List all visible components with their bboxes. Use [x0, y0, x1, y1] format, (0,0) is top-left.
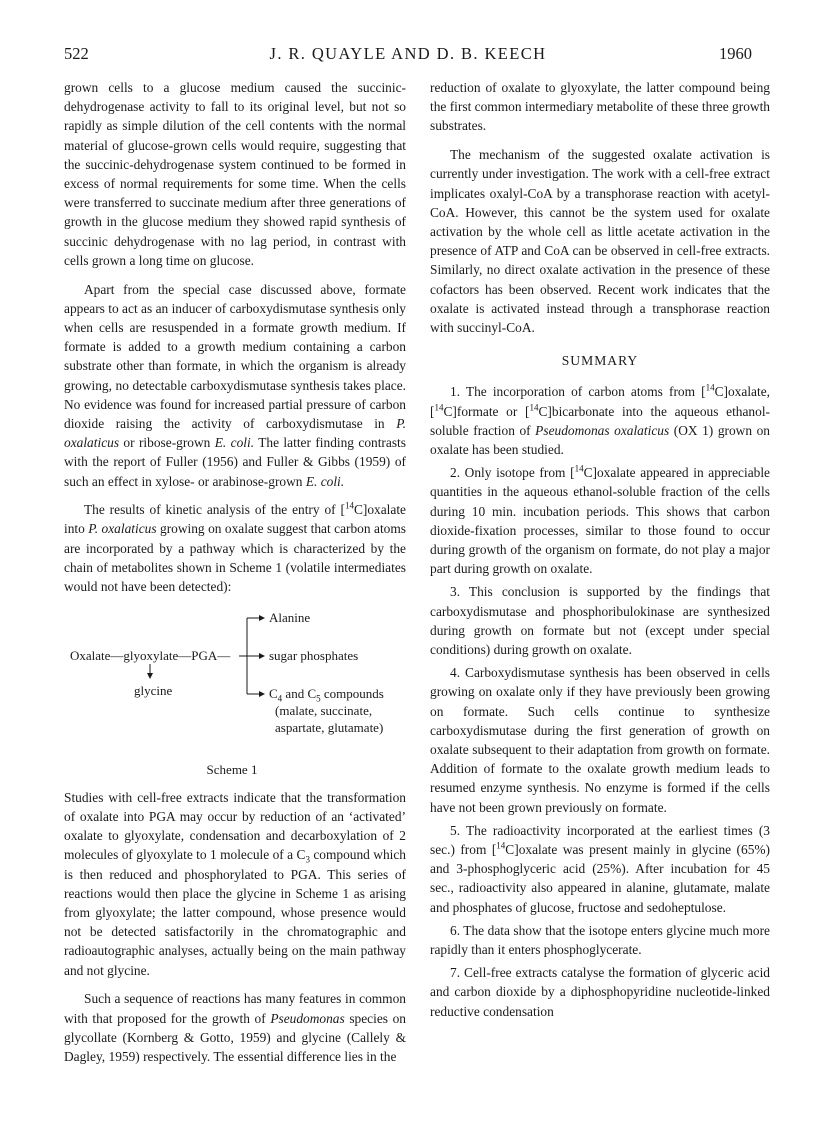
scheme-alanine: Alanine	[269, 609, 311, 625]
scheme-glycine: glycine	[134, 682, 173, 698]
paragraph: reduction of oxalate to glyoxylate, the latter compound being the first common intermediary metabolite of these three growth substrates.	[430, 80, 770, 134]
scheme-c4-detail-2: aspartate, glutamate)	[275, 719, 384, 735]
summary-item: 7. Cell-free extracts catalyse the formation of glyceric acid and carbon dioxide by a diphosphopyridine nucleotide-linked reductive condensation	[430, 965, 770, 1019]
running-header	[64, 44, 752, 66]
paragraph: Apart from the special case discussed above, formate appears to act as an inducer of carboxydismutase synthesis only when cells are resuspended in a formate growth medium. If formate is added to a growth medium containing a carbon substrate other than formate, in which the organism is already growing, no detectable carboxydismutase synthesis takes place. No evidence was found for increased partial pressure of carbon dioxide raising the activity of carboxydismutase in P. oxalaticus or ribose-grown E. coli. The latter finding contrasts with the report of Fuller (1956) and Fuller & Gibbs (1959) of such an effect in xylose- or arabinose-grown E. coli.	[64, 281, 406, 489]
paragraph: grown cells to a glucose medium caused the succinic-dehydrogenase activity to fall to its original level, but not so rapidly as simple dilution of the cell contents with the normal material of glucose-grown cells would require, suggesting that the succinic-dehydrogenase system continued to be formed in excess of normal requirements for some time. When the cells were transferred to succinate medium after three generations of growth in the glucose medium they showed rapid synthesis of succinic dehydrogenase with no lag period, in contrast with cells grown a long time on glucose.	[64, 80, 406, 268]
page-number: 522	[64, 44, 89, 63]
year: 1960	[719, 44, 752, 63]
running-title: J. R. QUAYLE AND D. B. KEECH	[269, 44, 547, 63]
scheme-c4-c5: $C_4$ and $C_5$ compounds	[269, 685, 384, 704]
paragraph: Such a sequence of reactions has many features in common with that proposed for the growth of Pseudomonas species on glycollate (Kornberg & Gotto, 1959) and glycine (Callely & Dagley, 1959) respectively. The essential difference lies in the	[64, 991, 406, 1064]
summary-heading: SUMMARY	[561, 353, 639, 369]
paragraph: Studies with cell-free extracts indicate that the transformation of oxalate into PGA may occur by reduction of an ‘activated’ oxalate to glyoxylate, condensation and decarboxylation of 2 molecules of glyoxylate to 1 molecule of a $C_3$ compound which is then reduced and phosphorylated to PGA. This series of reactions would then place the glycine in Scheme 1 as arising from glyoxylate; the latter compound, whose presence would not be detected satisfactorily in the chromatographic and radioautographic analyses, actually being on the main pathway and not glycine.	[64, 789, 407, 978]
left-column	[64, 78, 406, 1076]
summary-item: 1. The incorporation of carbon atoms from [$^{14}$C]oxalate, [$^{14}$C]formate or [$^{14}$C]bicarbonate into the aqueous ethanol-soluble fraction of Pseudomonas oxalaticus (OX 1) grown on oxalate has been studied.	[430, 382, 770, 457]
scheme-sugar-phosphates: sugar phosphates	[269, 647, 359, 663]
scheme-main-chain: Oxalate—glyoxylate—PGA—	[70, 647, 231, 663]
right-column	[430, 78, 770, 1025]
scheme-c4-detail-1: (malate, succinate,	[275, 702, 373, 718]
scheme-caption: Scheme 1	[206, 761, 258, 777]
summary-item: 3. This conclusion is supported by the findings that carboxydismutase and phosphoribulokinase are synthesized during growth on formate but not (except under special conditions) during growth on oxalate.	[430, 584, 770, 657]
scheme-1-diagram	[58, 606, 406, 780]
paragraph: The results of kinetic analysis of the entry of [$^{14}$C]oxalate into P. oxalaticus growing on oxalate suggest that carbon atoms are incorporated by a pathway which is characterized by the chain of metabolites shown in Scheme 1 (volatile intermediates would not have been detected):	[64, 500, 406, 595]
summary-item: 6. The data show that the isotope enters glycine much more rapidly than it enters phosphoglycerate.	[430, 922, 770, 958]
summary-item: 2. Only isotope from [$^{14}$C]oxalate appeared in appreciable quantities in the aqueous ethanol-soluble fraction of the cells during 10 min. incubation periods. This shows that carbon dioxide-fixation processes, similar to those found to occur during growth of the organism on formate, do not play a major part during growth on oxalate.	[430, 463, 770, 577]
paragraph: The mechanism of the suggested oxalate activation is currently under investigation. The work with a cell-free extract implicates oxalyl-CoA by a transphorase reaction with acetyl-CoA. However, this cannot be the system used for oxalate activation by the whole cell as little acetate activation in the presence of ATP and CoA can be observed in cell-free extracts. Similarly, no direct oxalate activation in the presence of these cofactors has been observed. Recent work indicates that the oxalate is activated instead through a transphorase reaction with succinyl-CoA.	[430, 147, 770, 335]
summary-item: 5. The radioactivity incorporated at the earliest times (3 sec.) from [$^{14}$C]oxalate was present mainly in glycine (65%) and 3-phosphoglyceric acid (25%). After incubation for 45 sec., radioactivity also appeared in alanine, glutamate, malate and phosphates of glucose, fructose and sedoheptulose.	[430, 822, 770, 915]
summary-item: 4. Carboxydismutase synthesis has been observed in cells growing on oxalate only if they have previously been growing on formate. Such cells continue to synthesize carboxydismutase during the first generation of growth on oxalate subsequent to their adaptation from growth on formate. Addition of formate to the oxalate growth medium leads to resumed enzyme synthesis. No enzyme is formed if the cells have not been grown previously on formate.	[430, 665, 770, 815]
